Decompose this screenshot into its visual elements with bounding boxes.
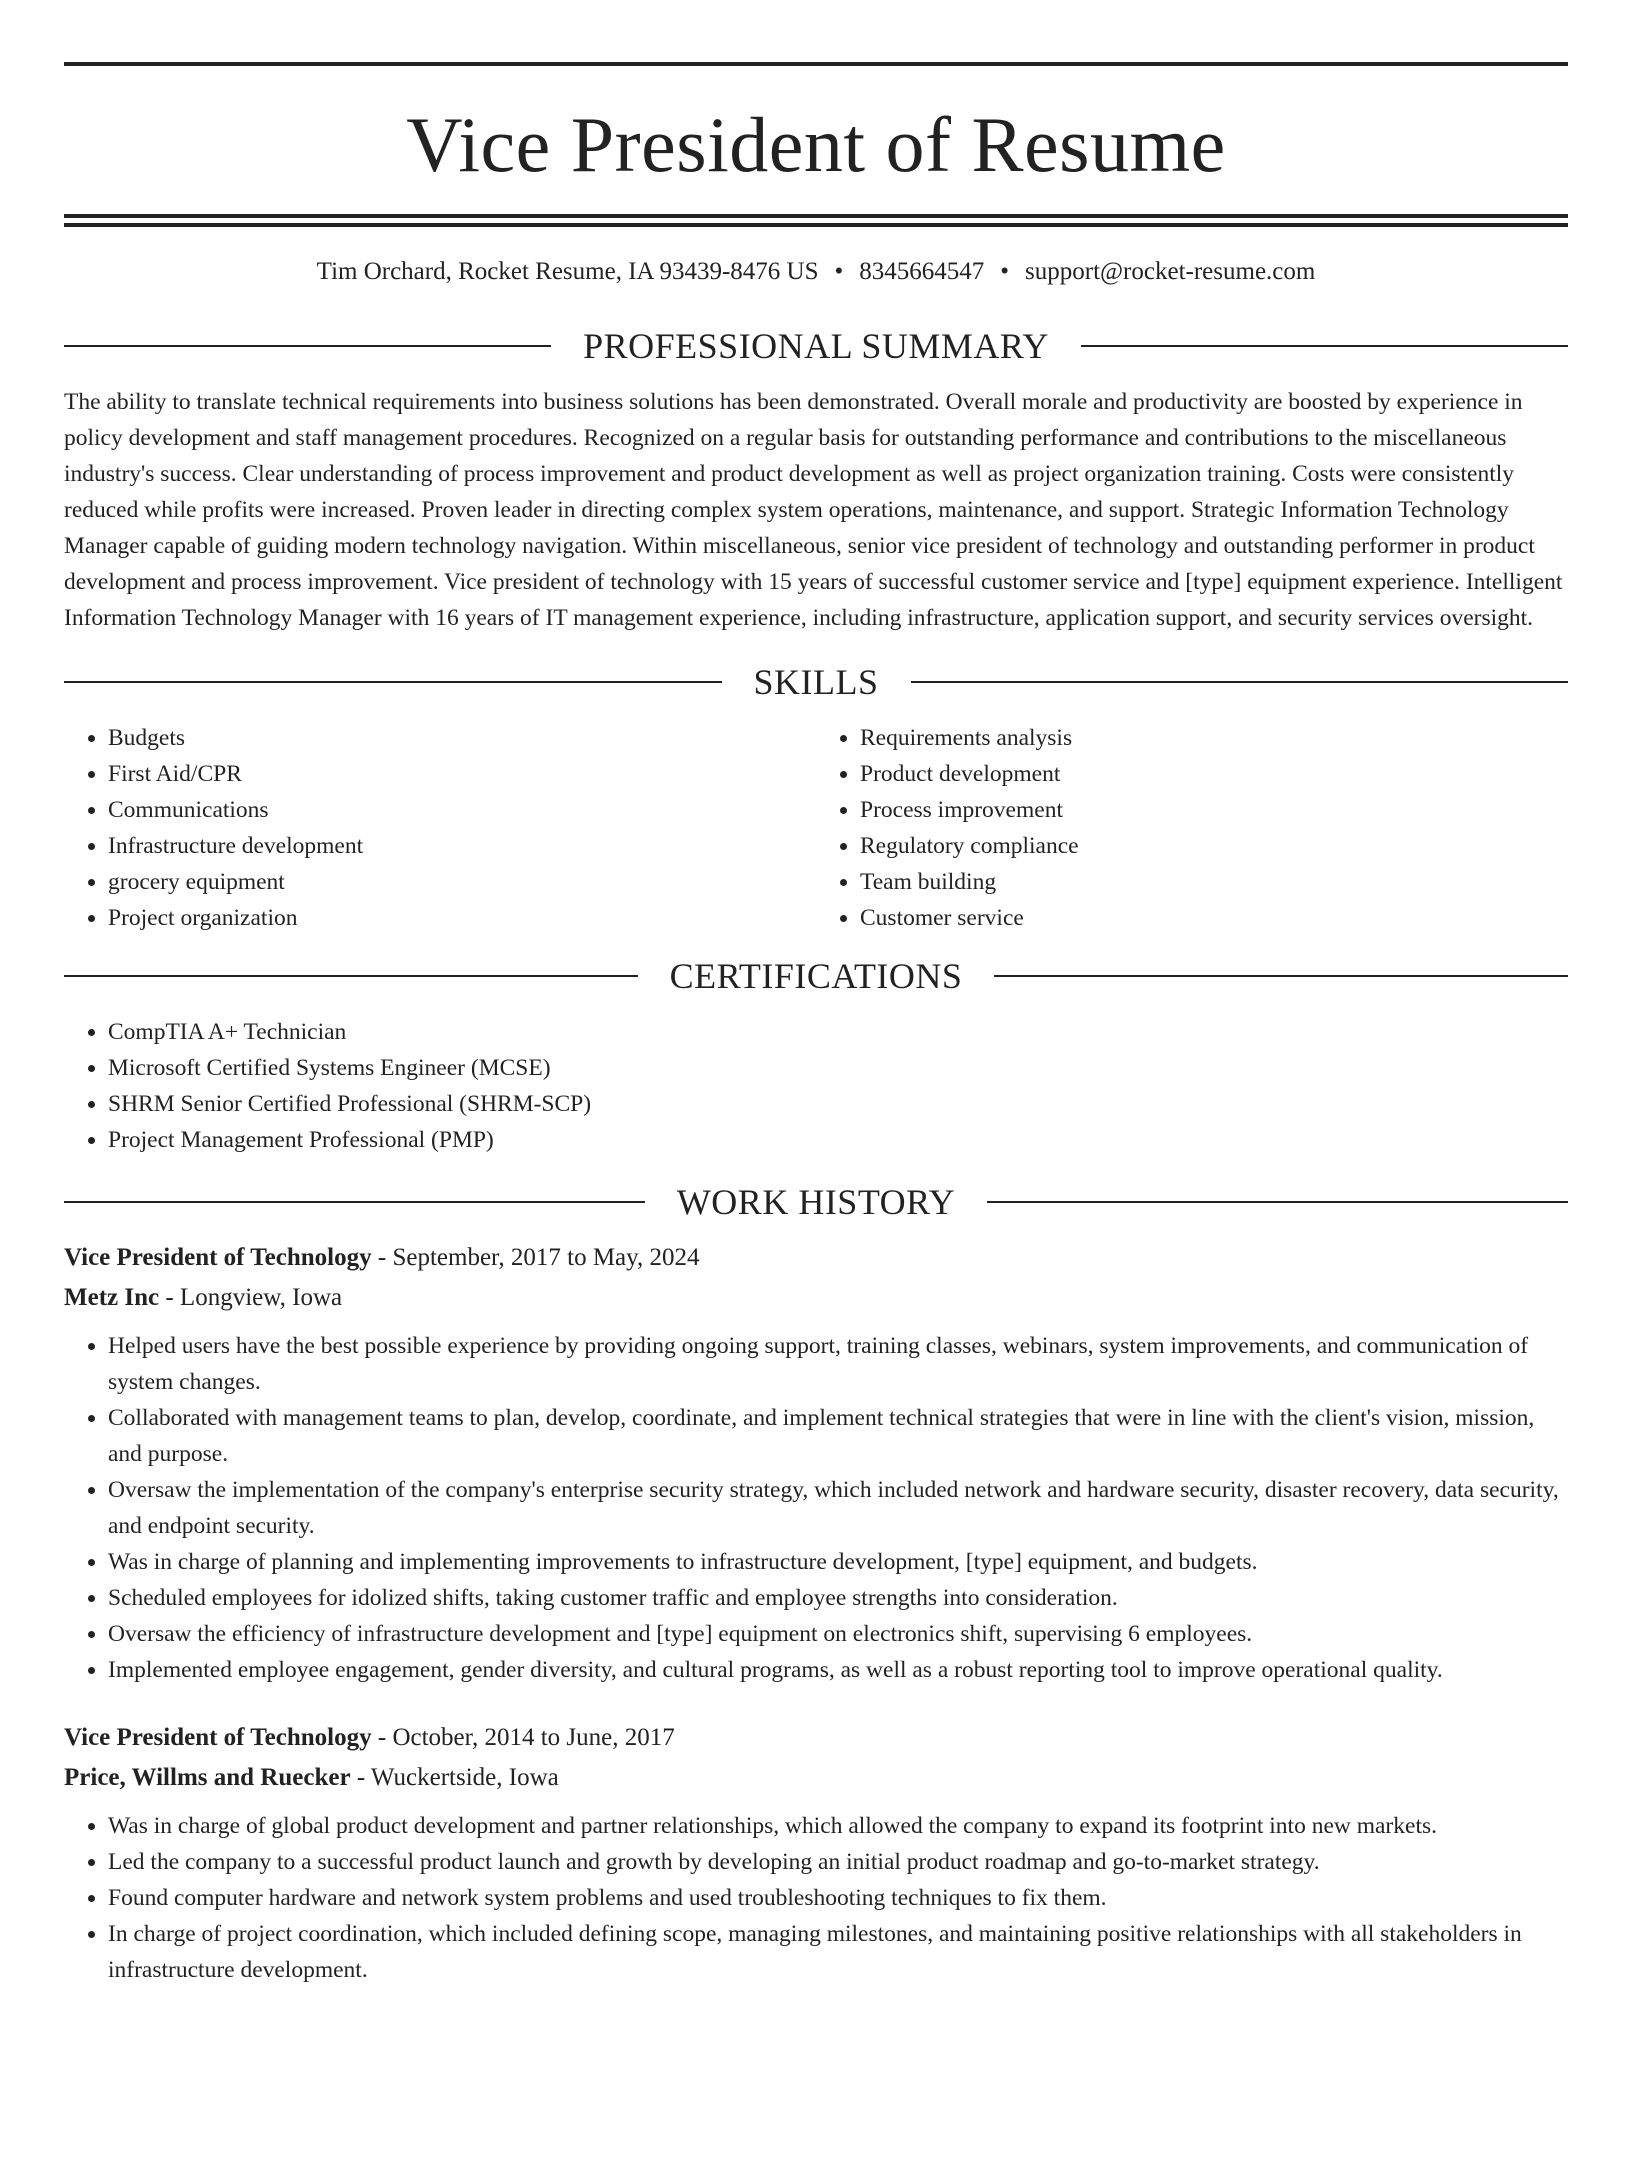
certification-item: • Microsoft Certified Systems Engineer (MCSE) bbox=[108, 1050, 1568, 1086]
divider-line bbox=[64, 345, 551, 347]
skills-heading: SKILLS bbox=[753, 662, 879, 702]
job-bullets bbox=[64, 1328, 1568, 1688]
work-heading-row bbox=[64, 1184, 1568, 1220]
contact-separator: • bbox=[1000, 258, 1010, 285]
certification-item: • SHRM Senior Certified Professional (SHRM-SCP) bbox=[108, 1086, 1568, 1122]
job-bullet: • Implemented employee engagement, gender diversity, and cultural programs, as well as a robust reporting tool to improve operational quality. bbox=[108, 1652, 1568, 1688]
job-entry bbox=[64, 1238, 1568, 1688]
job-title-line bbox=[64, 1718, 1568, 1758]
certifications-list bbox=[64, 1014, 1568, 1158]
skills-heading-row bbox=[64, 664, 1568, 700]
job-bullet: • Found computer hardware and network system problems and used troubleshooting techniques to fix them. bbox=[108, 1880, 1568, 1916]
certifications-heading: CERTIFICATIONS bbox=[669, 956, 963, 996]
work-heading: WORK HISTORY bbox=[676, 1182, 956, 1222]
divider-line bbox=[987, 1201, 1568, 1203]
skill-item: • Project organization bbox=[108, 900, 816, 936]
skill-item: • Regulatory compliance bbox=[860, 828, 1568, 864]
skill-item: • Team building bbox=[860, 864, 1568, 900]
skill-item: • Requirements analysis bbox=[860, 720, 1568, 756]
job-company: Metz Inc bbox=[64, 1284, 160, 1311]
skills-column-right bbox=[816, 720, 1568, 936]
double-rule bbox=[64, 214, 1568, 227]
certification-item: • CompTIA A+ Technician bbox=[108, 1014, 1568, 1050]
divider-line bbox=[1081, 345, 1568, 347]
divider-line bbox=[64, 975, 638, 977]
certification-item: • Project Management Professional (PMP) bbox=[108, 1122, 1568, 1158]
summary-heading: PROFESSIONAL SUMMARY bbox=[583, 326, 1049, 366]
divider-line bbox=[64, 681, 722, 683]
top-rule bbox=[64, 62, 1568, 66]
skill-item: • Budgets bbox=[108, 720, 816, 756]
divider-line bbox=[64, 1201, 645, 1203]
skill-item: • Communications bbox=[108, 792, 816, 828]
job-bullet: • Helped users have the best possible experience by providing ongoing support, training classes, webinars, system improvements, and communication of system changes. bbox=[108, 1328, 1568, 1400]
job-location: - Wuckertside, Iowa bbox=[350, 1764, 559, 1791]
skills-column-left bbox=[64, 720, 816, 936]
contact-phone: 8345664547 bbox=[859, 258, 985, 285]
contact-email: support@rocket-resume.com bbox=[1025, 258, 1316, 285]
job-dates: - September, 2017 to May, 2024 bbox=[371, 1244, 700, 1271]
contact-address: Tim Orchard, Rocket Resume, IA 93439-8476 US bbox=[316, 258, 819, 285]
job-bullet: • In charge of project coordination, which included defining scope, managing milestones, and maintaining positive relationships with all stakeholders in infrastructure development. bbox=[108, 1916, 1568, 1988]
job-title-line bbox=[64, 1238, 1568, 1278]
summary-heading-row bbox=[64, 328, 1568, 364]
contact-line bbox=[64, 259, 1568, 284]
contact-separator: • bbox=[834, 258, 844, 285]
resume-name: Vice President of Resume bbox=[406, 101, 1226, 188]
job-company-line bbox=[64, 1278, 1568, 1318]
job-company-line bbox=[64, 1758, 1568, 1798]
job-location: - Longview, Iowa bbox=[159, 1284, 343, 1311]
skill-item: • First Aid/CPR bbox=[108, 756, 816, 792]
job-bullet: • Led the company to a successful product launch and growth by developing an initial product roadmap and go-to-market strategy. bbox=[108, 1844, 1568, 1880]
skill-item: • Infrastructure development bbox=[108, 828, 816, 864]
job-entry bbox=[64, 1718, 1568, 1988]
skill-item: • Product development bbox=[860, 756, 1568, 792]
skill-item: • grocery equipment bbox=[108, 864, 816, 900]
skill-item: • Customer service bbox=[860, 900, 1568, 936]
job-title: Vice President of Technology bbox=[64, 1244, 372, 1271]
job-title: Vice President of Technology bbox=[64, 1724, 372, 1751]
skill-item: • Process improvement bbox=[860, 792, 1568, 828]
job-bullet: • Scheduled employees for idolized shifts, taking customer traffic and employee strengths into consideration. bbox=[108, 1580, 1568, 1616]
divider-line bbox=[911, 681, 1569, 683]
skills-list bbox=[64, 720, 1568, 936]
certifications-heading-row bbox=[64, 958, 1568, 994]
job-bullet: • Collaborated with management teams to plan, develop, coordinate, and implement technical strategies that were in line with the client's vision, mission, and purpose. bbox=[108, 1400, 1568, 1472]
job-bullets bbox=[64, 1808, 1568, 1988]
job-company: Price, Willms and Ruecker bbox=[64, 1764, 351, 1791]
job-bullet: • Oversaw the implementation of the company's enterprise security strategy, which included network and hardware security, disaster recovery, data security, and endpoint security. bbox=[108, 1472, 1568, 1544]
resume-page bbox=[0, 62, 1632, 2174]
summary-text: The ability to translate technical requirements into business solutions has been demonstrated. Overall morale and productivity are boosted by experience in policy development and staff management procedures. Recognized on a regular basis for outstanding performance and contributions to the miscellaneous industry's success. Clear understanding of process improvement and product development as well as project organization training. Costs were consistently reduced while profits were increased. Proven leader in directing complex system operations, maintenance, and support. Strategic Information Technology Manager capable of guiding modern technology navigation. Within miscellaneous, senior vice president of technology and outstanding performer in product development and process improvement. Vice president of technology with 15 years of successful customer service and [type] equipment experience. Intelligent Information Technology Manager with 16 years of IT management experience, including infrastructure, application support, and security services oversight. bbox=[64, 389, 1563, 631]
job-bullet: • Was in charge of planning and implementing improvements to infrastructure development, [type] equipment, and budgets. bbox=[108, 1544, 1568, 1580]
job-dates: - October, 2014 to June, 2017 bbox=[371, 1724, 675, 1751]
divider-line bbox=[994, 975, 1568, 977]
job-bullet: • Oversaw the efficiency of infrastructure development and [type] equipment on electronics shift, supervising 6 employees. bbox=[108, 1616, 1568, 1652]
job-bullet: • Was in charge of global product development and partner relationships, which allowed the company to expand its footprint into new markets. bbox=[108, 1808, 1568, 1844]
